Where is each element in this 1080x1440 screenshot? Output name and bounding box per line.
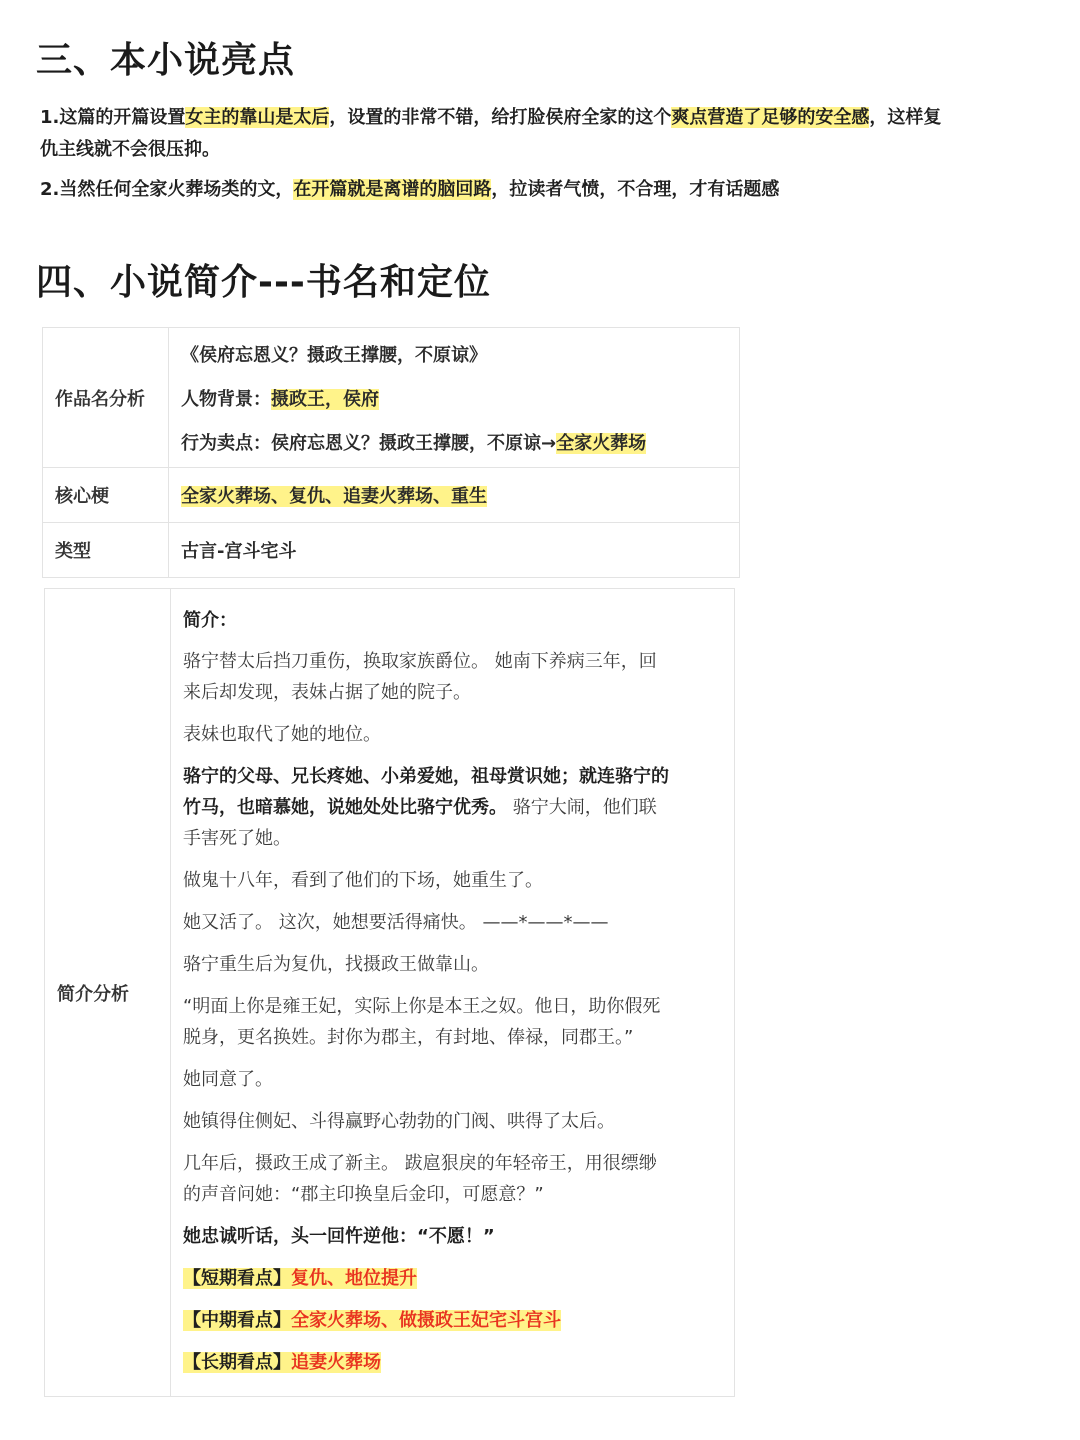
short-term-highlight: 【短期看点】复仇、地位提升	[183, 1268, 417, 1289]
genre-value: 古言-宫斗宅斗	[181, 541, 297, 562]
synopsis-paragraph: 她又活了。 这次，她想要活得痛快。 ——*——*——	[183, 912, 609, 933]
synopsis-paragraph: 骆宁重生后为复仇，找摄政王做靠山。	[183, 954, 489, 975]
character-background: 人物背景：摄政王，侯府	[181, 388, 379, 410]
table-row	[43, 328, 740, 468]
genre-content	[169, 523, 740, 578]
synopsis-content	[171, 589, 735, 1397]
table-row	[43, 468, 740, 523]
genre-label: 类型	[43, 523, 169, 578]
synopsis-paragraph: 她镇得住侧妃、斗得赢野心勃勃的门阀、哄得了太后。	[183, 1111, 615, 1132]
mid-term-highlight: 【中期看点】全家火葬场、做摄政王妃宅斗宫斗	[183, 1310, 561, 1331]
synopsis-paragraph: “明面上你是雍王妃，实际上你是本王之奴。他日，助你假死 脱身，更名换姓。封你为郡主，有封地、俸禄，同郡王。”	[183, 996, 661, 1048]
highlight-paragraph-1: 1.这篇的开篇设置女主的靠山是太后，设置的非常不错，给打脸侯府全家的这个爽点营造了足够的安全感，这样复 仇主线就不会很压抑。	[40, 107, 942, 160]
synopsis-paragraph: 几年后，摄政王成了新主。 跋扈狠戾的年轻帝王，用很缥缈 的声音问她：“郡主印换皇后金印，可愿意？”	[183, 1153, 657, 1205]
selling-point: 行为卖点：侯府忘恩义？摄政王撑腰，不原谅→全家火葬场	[181, 432, 647, 454]
synopsis-title: 简介：	[183, 610, 237, 631]
title-analysis-content	[169, 328, 740, 468]
table-row	[45, 589, 735, 1397]
highlight-mark: 女主的靠山是太后	[185, 107, 330, 128]
synopsis-paragraph: 做鬼十八年，看到了他们的下场，她重生了。	[183, 870, 543, 891]
highlight-paragraph-2: 2.当然任何全家火葬场类的文，在开篇就是离谱的脑回路，拉读者气愤，不合理，才有话题感	[40, 179, 780, 200]
synopsis-paragraph: 表妹也取代了她的地位。	[183, 724, 381, 745]
synopsis-paragraph: 她同意了。	[183, 1069, 273, 1090]
core-hook-value: 全家火葬场、复仇、追妻火葬场、重生	[181, 486, 487, 507]
table-row	[43, 523, 740, 578]
book-title: 《侯府忘恩义？摄政王撑腰，不原谅》	[181, 344, 487, 366]
section-4-heading: 四、小说简介---书名和定位	[36, 262, 491, 303]
synopsis-paragraph: 骆宁的父母、兄长疼她、小弟爱她，祖母赏识她；就连骆宁的 竹马，也暗慕她，说她处处比骆宁优秀。 骆宁大闹，他们联 手害死了她。	[183, 766, 669, 849]
core-hook-label: 核心梗	[43, 468, 169, 523]
core-hook-content	[169, 468, 740, 523]
highlight-mark: 在开篇就是离谱的脑回路	[293, 179, 492, 200]
section-3-heading: 三、本小说亮点	[36, 40, 296, 81]
title-positioning-table	[42, 327, 740, 578]
synopsis-analysis-label: 简介分析	[45, 589, 171, 1397]
highlight-mark: 爽点营造了足够的安全感	[671, 107, 870, 128]
synopsis-paragraph: 她忠诚听话，头一回忤逆他：“不愿！”	[183, 1226, 495, 1247]
highlight-mark: 摄政王，侯府	[271, 388, 379, 410]
title-analysis-label: 作品名分析	[43, 328, 169, 468]
synopsis-table	[44, 588, 735, 1397]
synopsis-paragraph: 骆宁替太后挡刀重伤，换取家族爵位。 她南下养病三年，回 来后却发现，表妹占据了她的院子。	[183, 651, 657, 703]
highlight-mark: 全家火葬场	[556, 432, 647, 454]
long-term-highlight: 【长期看点】追妻火葬场	[183, 1352, 381, 1373]
